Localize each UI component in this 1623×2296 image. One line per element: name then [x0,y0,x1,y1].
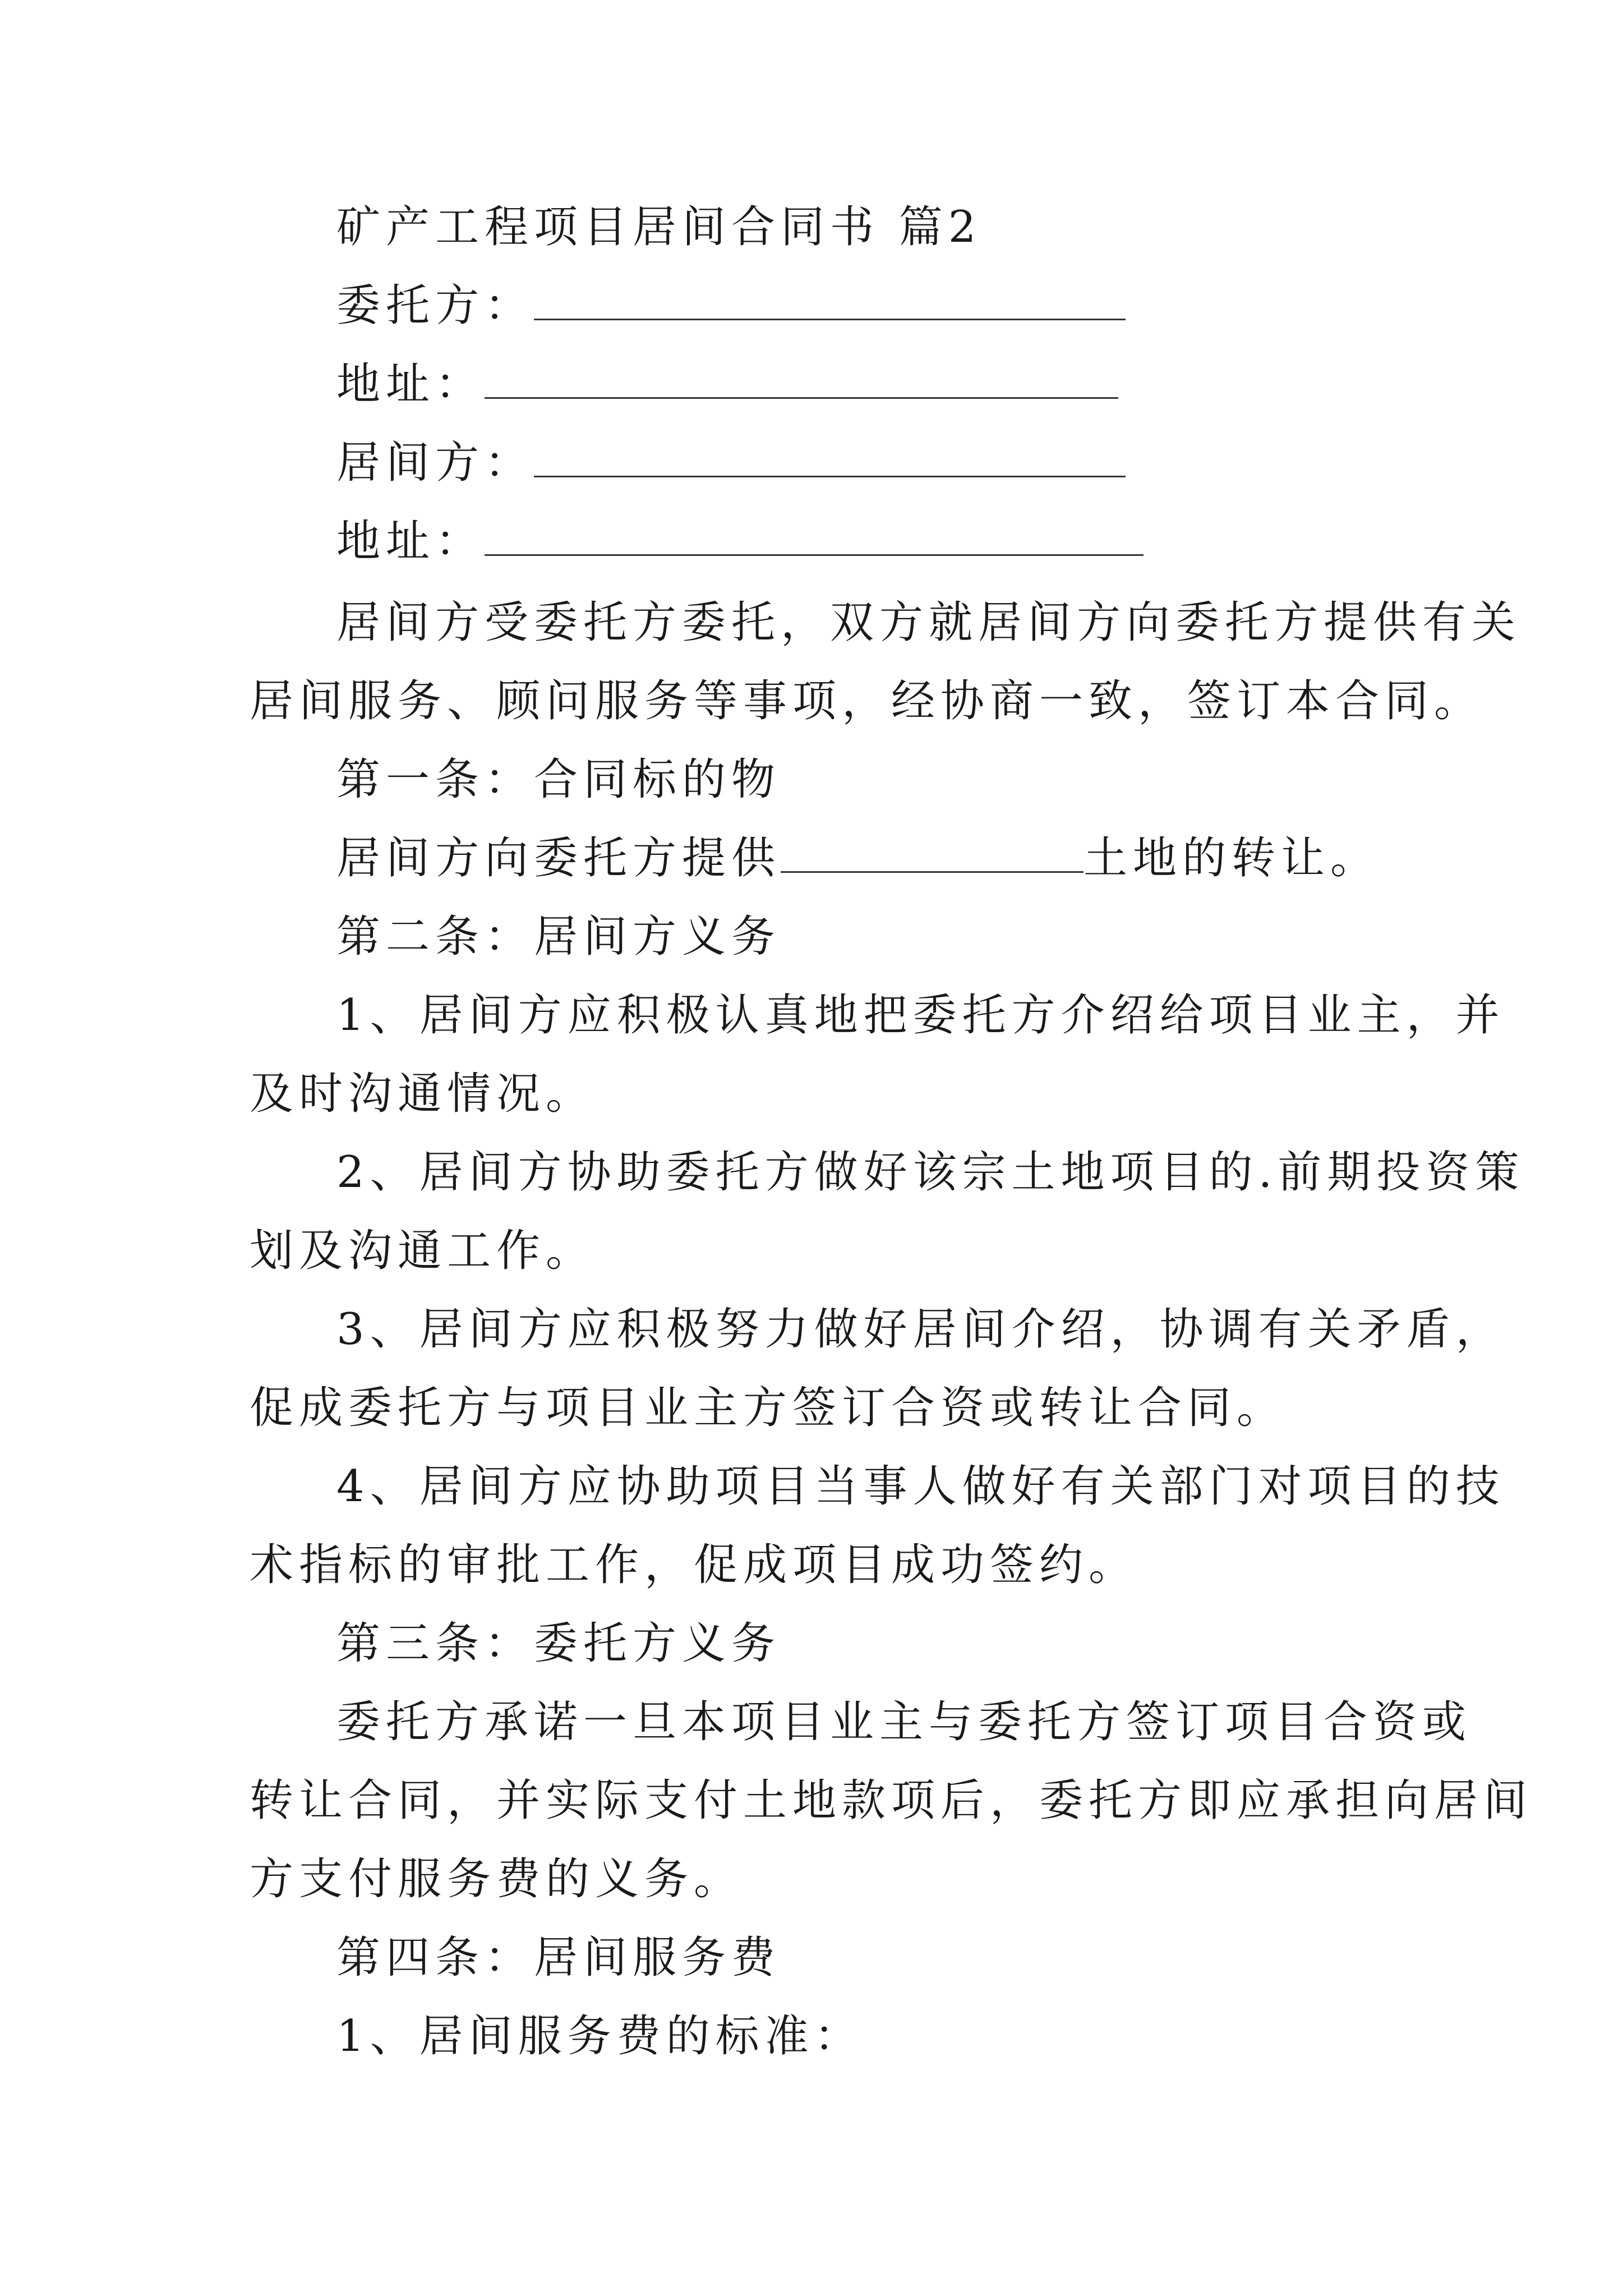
client-blank [534,278,1126,320]
article2-heading: 第二条：居间方义务 [336,912,781,962]
broker-field [336,435,1126,491]
article3-line2: 转让合同，并实际支付土地款项后，委托方即应承担向居间 [250,1775,1533,1826]
broker-address-label: 地址： [336,516,485,567]
article1-blank [781,831,1083,873]
broker-address-blank [485,514,1144,556]
article2-item4-line2: 术指标的审批工作，促成项目成功签约。 [250,1540,1138,1590]
article2-item1-line1: 1、居间方应积极认真地把委托方介绍给项目业主，并 [336,990,1505,1041]
client-address-label: 地址： [336,359,485,409]
article1-heading: 第一条：合同标的物 [336,754,781,805]
article3-line3: 方支付服务费的义务。 [250,1854,744,1904]
intro-line-1: 居间方受委托方委托，双方就居间方向委托方提供有关 [336,597,1521,648]
client-field [336,278,1126,334]
client-label: 委托方： [336,280,534,331]
article2-item3-line1: 3、居间方应积极努力做好居间介绍，协调有关矛盾， [336,1304,1505,1355]
article3-line1: 委托方承诺一旦本项目业主与委托方签订项目合资或 [336,1697,1472,1747]
article4-item1: 1、居间服务费的标准： [336,2011,864,2062]
document-title: 矿产工程项目居间合同书 篇2 [336,202,982,252]
article3-heading: 第三条：委托方义务 [336,1618,781,1669]
broker-blank [534,435,1126,477]
intro-line-2: 居间服务、顾问服务等事项，经协商一致，签订本合同。 [250,676,1484,726]
client-address-field [336,356,1118,412]
article1-text [336,830,1380,886]
article2-item2-line1: 2、居间方协助委托方做好该宗土地项目的.前期投资策 [336,1147,1525,1198]
broker-label: 居间方： [336,438,534,488]
article4-heading: 第四条：居间服务费 [336,1932,781,1983]
client-address-blank [485,357,1118,399]
article1-text-before: 居间方向委托方提供 [336,833,781,884]
broker-address-field [336,513,1144,569]
article2-item2-line2: 划及沟通工作。 [250,1226,596,1276]
article2-item4-line1: 4、居间方应协助项目当事人做好有关部门对项目的技 [336,1461,1505,1512]
article2-item1-line2: 及时沟通情况。 [250,1069,596,1119]
article2-item3-line2: 促成委托方与项目业主方签订合资或转让合同。 [250,1383,1287,1433]
article1-text-after: 土地的转让。 [1083,833,1380,884]
